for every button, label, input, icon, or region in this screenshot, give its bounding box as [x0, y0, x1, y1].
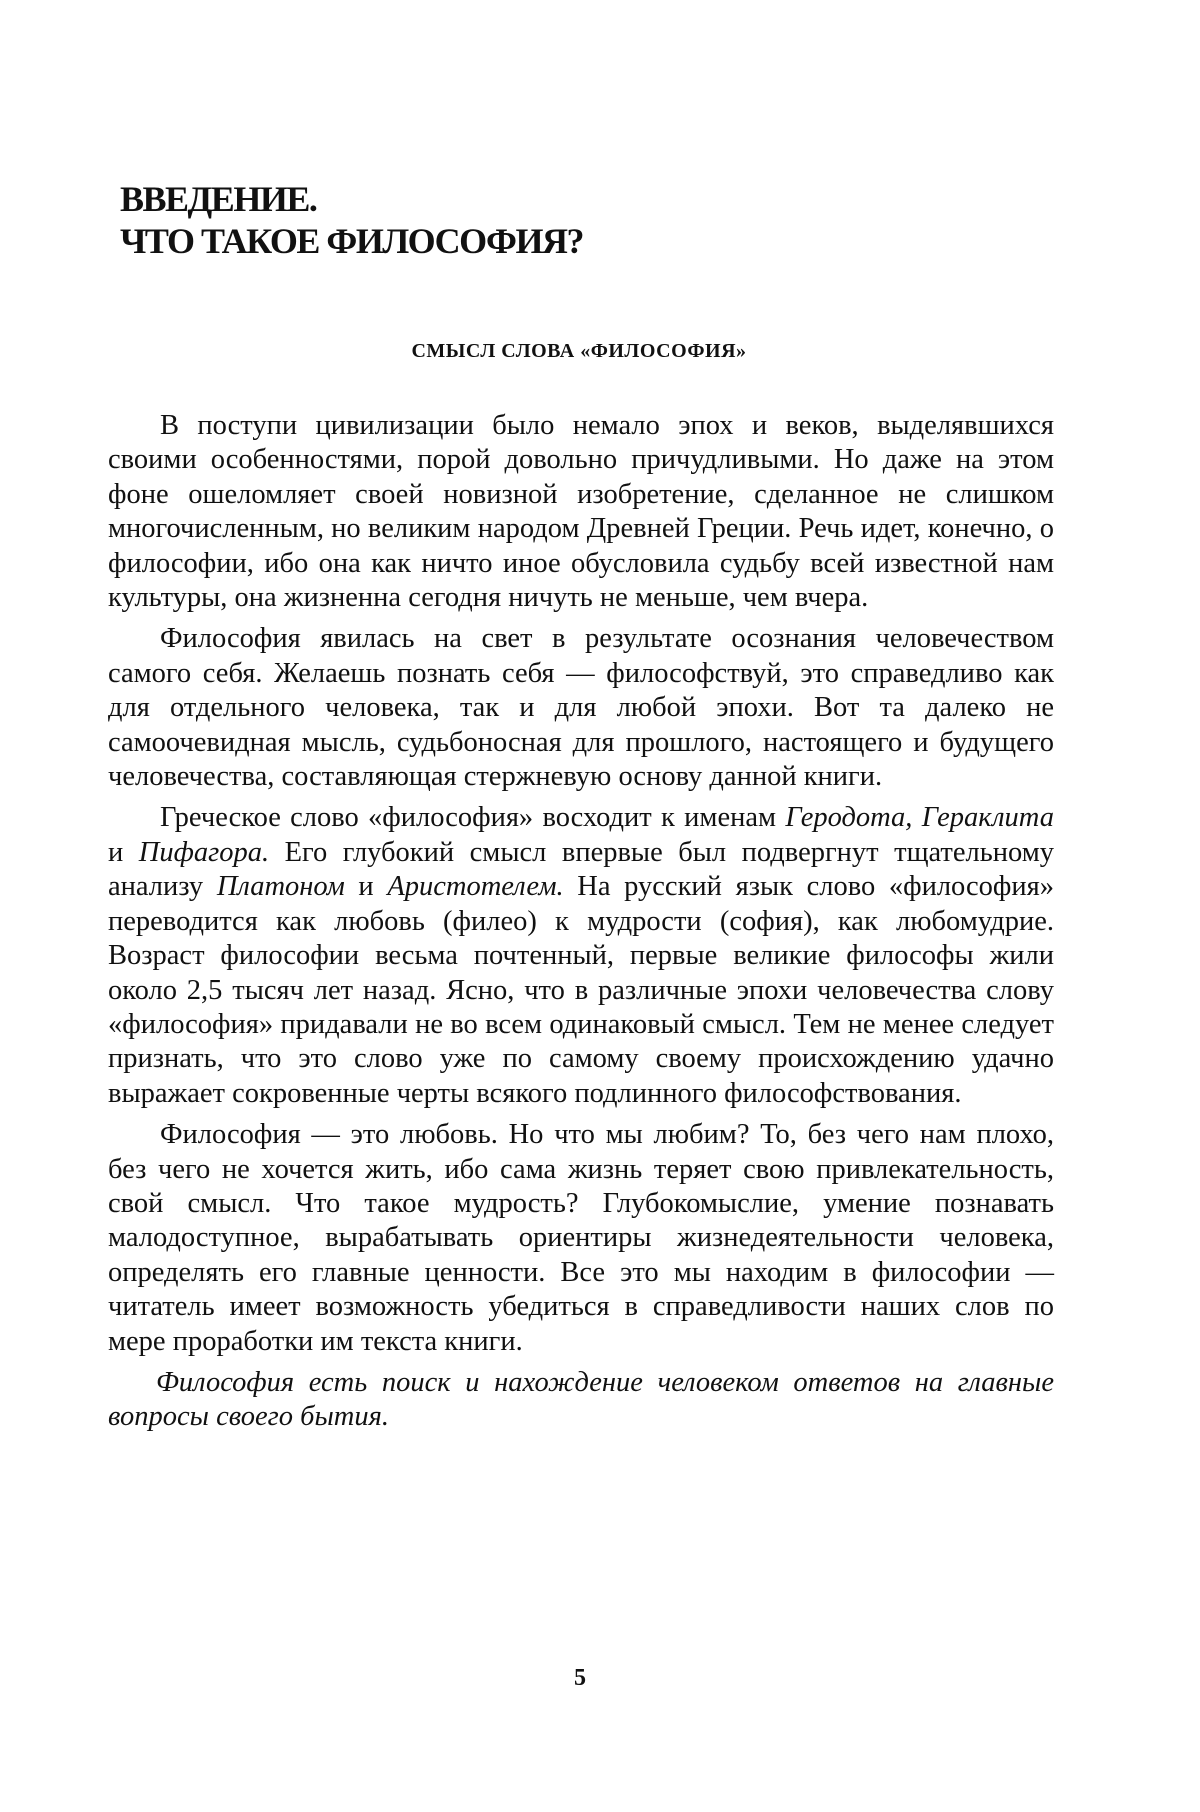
definition-paragraph: Философия есть поиск и нахождение человеком ответов на главные вопросы своего бытия. [108, 1366, 1054, 1433]
paragraph-1: В поступи цивилизации было немало эпох и веков, выделявшихся своими особенностями, порой довольно причудливыми. Но даже на этом фоне ошеломляет своей новизной изобретение, сделанное не слишком многочисленным, но великим народом Древней Греции. Речь идет, конечно, о философии, ибо она как ничто иное обусловила судьбу всей известной нам культуры, она жизненна сегодня ничуть не меньше, чем вчера. [108, 410, 1054, 614]
paragraph-3-text-4: и [344, 871, 388, 903]
chapter-title-line-2: ЧТО ТАКОЕ ФИЛОСОФИЯ? [120, 221, 583, 261]
paragraph-3-text-2: и [108, 836, 139, 868]
paragraph-3 [108, 801, 1054, 1111]
body-text [108, 409, 1054, 1442]
paragraph-4: Философия — это любовь. Но что мы любим? То, без чего нам плохо, без чего не хочется жить, ибо сама жизнь теряет свою привлекательность, свой смысл. Что такое мудрость? Глубокомыслие, умение познавать малодоступное, вырабатывать ориентиры жизнедеятельности человека, определять его главные ценности. Все это мы находим в философии — читатель имеет возможность убедиться в справедливости наших слов по мере проработки им текста книги. [108, 1119, 1054, 1357]
name-plato: Платоном [216, 871, 345, 903]
chapter-title [120, 178, 583, 262]
section-title: СМЫСЛ СЛОВА «ФИЛОСОФИЯ» [411, 340, 747, 362]
paragraph-2: Философия явилась на свет в результате осознания человечеством самого себя. Желаешь познать себя — философствуй, это справедливо как для отдельного человека, так и для любой эпохи. Вот та далеко не самоочевидная мысль, судьбоносная для прошлого, настоящего и будущего человечества, составляющая стержневую основу данной книги. [108, 623, 1054, 793]
name-herodotus-heraclitus: Геродота, Гераклита [785, 802, 1054, 834]
paragraph-3-text-5: На русский язык слово «философия» переводится как любовь (филео) к мудрости (софия), как любомудрие. Возраст философии весьма почтенный, первые великие философы жили около 2,5 тысяч лет назад. Ясно, что в различные эпохи человечества слову «философия» придавали не во всем одинаковый смысл. Тем не менее следует признать, что это слово уже по самому своему происхождению удачно выражает сокровенные черты всякого подлинного философствования. [108, 871, 1054, 1109]
name-pythagoras: Пифагора. [138, 836, 270, 868]
page-number: 5 [574, 1665, 586, 1691]
chapter-title-line-1: ВВЕДЕНИЕ. [120, 179, 317, 219]
paragraph-3-text-3: Его глубокий смысл впервые был подвергнут тщательному анализу [108, 836, 1054, 903]
paragraph-3-text-1: Греческое слово «философия» восходит к именам [160, 802, 786, 834]
name-aristotle: Аристотелем. [387, 871, 564, 903]
